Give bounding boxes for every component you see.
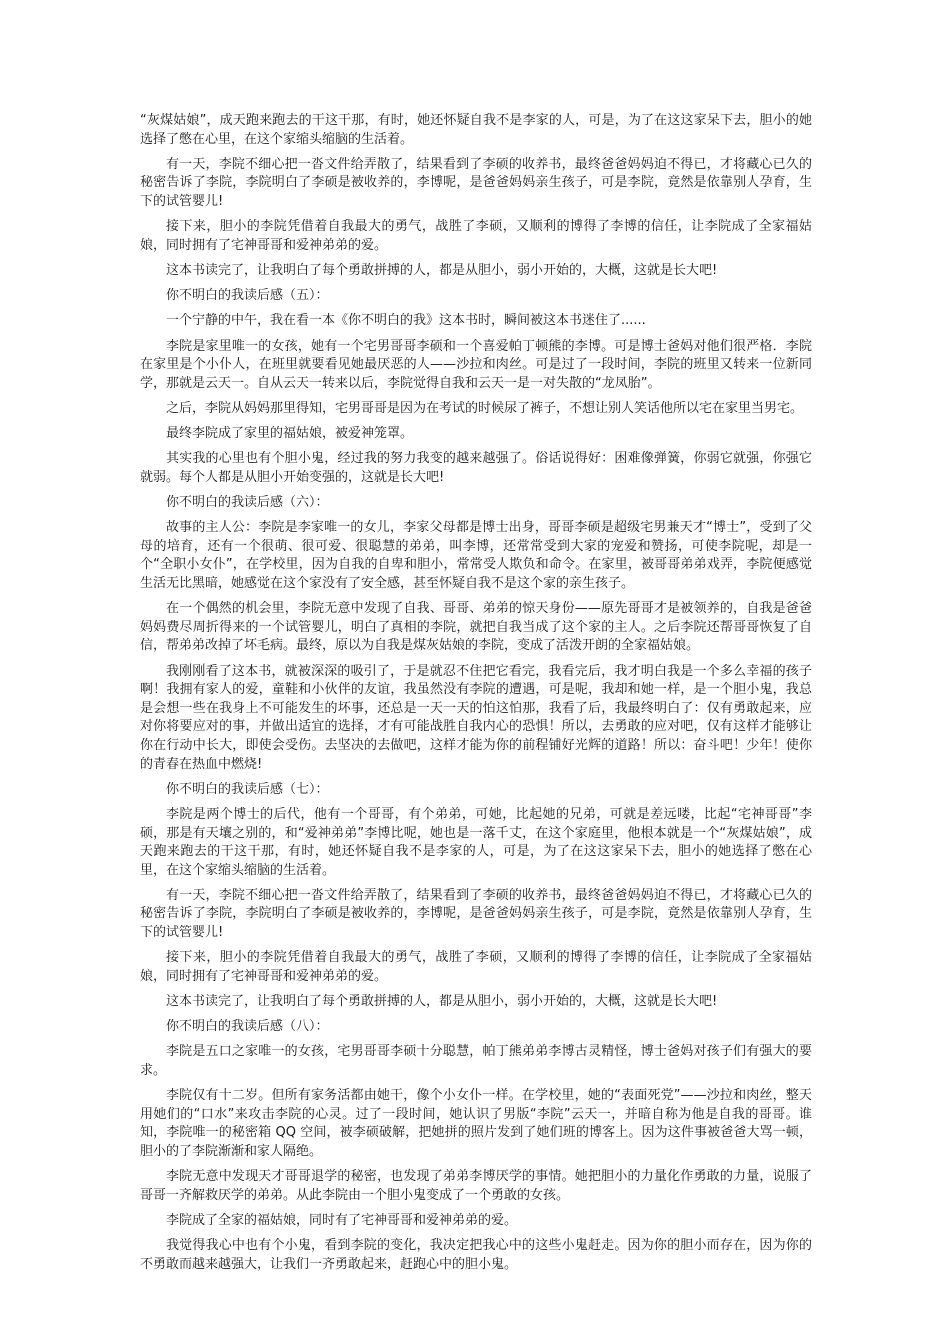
paragraph-24: 李院成了全家的福姑娘，同时有了宅神哥哥和爱神弟弟的爱。 <box>166 1212 518 1228</box>
paragraph-17: 有一天，李院不细心把一沓文件给弄散了，结果看到了李硕的收养书，最终爸爸妈妈迫不得已，才将藏心已久的秘密告诉了李院，李院明白了李硕是被收养的，李博呢，是爸爸妈妈亲生孩子，可是李院，竟然是依靠别人孕育，生下的试管婴儿! <box>140 887 812 941</box>
document-page <box>140 112 812 1281</box>
paragraph-14: 我刚刚看了这本书，就被深深的吸引了，于是就忍不住把它看完，我看完后，我才明白我是一个多么幸福的孩子啊！我拥有家人的爱，童鞋和小伙伴的友谊，我虽然没有李院的遭遇，可是呢，我却和她一样，是一个胆小鬼，我总是会想一些在我身上不可能发生的坏事，还总是一天一天的怕这怕那，我看了后，我最终明白了：仅有勇敢起来，应对你将要应对的事，并做出适宜的选择，才有可能战胜自我内心的恐惧！所以，去勇敢的应对吧，仅有这样才能够让你在行动中长大，即使会受伤。去坚决的去做吧，这样才能为你的前程铺好光辉的道路！所以：奋斗吧！少年！使你的青春在热血中燃烧! <box>140 663 812 772</box>
paragraph-10: 其实我的心里也有个胆小鬼，经过我的努力我变的越来越强了。俗话说得好：困难像弹簧，你弱它就强，你强它就弱。每个人都是从胆小开始变强的，这就是长大吧! <box>140 451 812 485</box>
section-heading-8: 你不明白的我读后感（八）： <box>166 1019 329 1035</box>
section-heading-6: 你不明白的我读后感（六）： <box>166 495 329 511</box>
paragraph-6: 一个宁静的中午，我在看一本《你不明白的我》这本书时，瞬间被这本书迷住了...... <box>166 313 646 329</box>
paragraph-23: 李院无意中发现天才哥哥退学的秘密，也发现了弟弟李博厌学的事情。她把胆小的力量化作勇敢的力量，说服了哥哥一齐解救厌学的弟弟。从此李院由一个胆小鬼变成了一个勇敢的女孩。 <box>140 1169 812 1203</box>
section-heading-5: 你不明白的我读后感（五）： <box>166 288 329 304</box>
paragraph-1: “灰煤姑娘”，成天跑来跑去的干这干那，有时，她还怀疑自我不是李家的人，可是，为了在这这家呆下去，胆小的她选择了憋在心里，在这个家缩头缩脑的生活着。 <box>140 113 812 147</box>
paragraph-3: 接下来，胆小的李院凭借着自我最大的勇气，战胜了李硕，又顺利的博得了李博的信任，让李院成了全家福姑娘，同时拥有了宅神哥哥和爱神弟弟的爱。 <box>140 219 812 253</box>
paragraph-9: 最终李院成了家里的福姑娘，被爱神笼罩。 <box>166 426 414 442</box>
paragraph-8: 之后，李院从妈妈那里得知，宅男哥哥是因为在考试的时候尿了裤子，不想让别人笑话他所以宅在家里当男宅。 <box>166 400 804 416</box>
section-heading-7: 你不明白的我读后感（七）： <box>166 781 329 797</box>
paragraph-7: 李院是家里唯一的女孩，她有一个宅男哥哥李硕和一个喜爱帕丁顿熊的李博。可是博士爸妈对他们很严格．李院在家里是个小仆人，在班里就要看见她最厌恶的人——沙拉和肉丝。可是过了一段时间，李院的班里又转来一位新同学，那就是云天一。自从云天一转来以后，李院觉得自我和云天一是一对失散的“龙凤胎”。 <box>140 338 812 391</box>
paragraph-19: 这本书读完了，让我明白了每个勇敢拼搏的人，都是从胆小，弱小开始的，大概，这就是长大吧! <box>166 994 718 1010</box>
paragraph-12: 故事的主人公：李院是李家唯一的女儿，李家父母都是博士出身，哥哥李硕是超级宅男兼天才“博士”，受到了父母的培育，还有一个很萌、很可爱、很聪慧的弟弟，叫李博，还常常受到大家的宠爱和赞扬，可使李院呢，却是一个“全职小女仆”，在学校里，因为自我的自卑和胆小，常常受人欺负和命令。在家里，被哥哥弟弟戏弄，李院便感觉生活无比黑暗，她感觉在这个家没有了安全感，甚至怀疑自我不是这个家的亲生孩子。 <box>140 520 812 591</box>
paragraph-13: 在一个偶然的机会里，李院无意中发现了自我、哥哥、弟弟的惊天身份——原先哥哥才是被领养的，自我是爸爸妈妈费尽周折得来的一个试管婴儿，明白了真相的李院，就把自我当成了这个家的主人。之后李院还帮哥哥恢复了自信，帮弟弟改掉了坏毛病。最终，原以为自我是煤灰姑娘的李院，变成了活泼开朗的全家福姑娘。 <box>140 601 812 654</box>
paragraph-18: 接下来，胆小的李院凭借着自我最大的勇气，战胜了李硕，又顺利的博得了李博的信任，让李院成了全家福姑娘，同时拥有了宅神哥哥和爱神弟弟的爱。 <box>140 950 812 984</box>
paragraph-21: 李院是五口之家唯一的女孩，宅男哥哥李硕十分聪慧，帕丁熊弟弟李博古灵精怪，博士爸妈对孩子们有强大的要求。 <box>140 1044 812 1078</box>
paragraph-2: 有一天，李院不细心把一沓文件给弄散了，结果看到了李硕的收养书，最终爸爸妈妈迫不得已，才将藏心已久的秘密告诉了李院，李院明白了李硕是被收养的，李博呢，是爸爸妈妈亲生孩子，可是李院，竟然是依靠别人孕育，生下的试管婴儿! <box>140 156 812 209</box>
paragraph-4: 这本书读完了，让我明白了每个勇敢拼搏的人，都是从胆小，弱小开始的，大概，这就是长大吧! <box>166 262 718 278</box>
paragraph-16: 李院是两个博士的后代，他有一个哥哥，有个弟弟，可她，比起她的兄弟，可就是差远喽，比起“宅神哥哥”李硕，那是有天壤之别的，和“爱神弟弟”李博比呢，她也是一落千丈，在这个家庭里，他根本就是一个“灰煤姑娘”，成天跑来跑去的干这干那，有时，她还怀疑自我不是李家的人，可是，为了在这这家呆下去，胆小的她选择了憋在心里，在这个家缩头缩脑的生活着。 <box>140 806 812 878</box>
paragraph-22: 李院仅有十二岁。但所有家务活都由她干，像个小女仆一样。在学校里，她的“表面死党”——沙拉和肉丝，整天用她们的“口水”来攻击李院的心灵。过了一段时间，她认识了男版“李院”云天一，并暗自称为他是自我的哥哥。谁知，李院唯一的秘密箱 QQ 空间，被李硕破解，把她拼的照片发到了她们班的博客上。因为这件事被爸爸大骂一顿，胆小的了李院渐渐和家人隔绝。 <box>140 1088 812 1159</box>
paragraph-25: 我觉得我心中也有个小鬼，看到李院的变化，我决定把我心中的这些小鬼赶走。因为你的胆小而存在，因为你的不勇敢而越来越强大，让我们一齐勇敢起来，赶跑心中的胆小鬼。 <box>140 1238 812 1272</box>
